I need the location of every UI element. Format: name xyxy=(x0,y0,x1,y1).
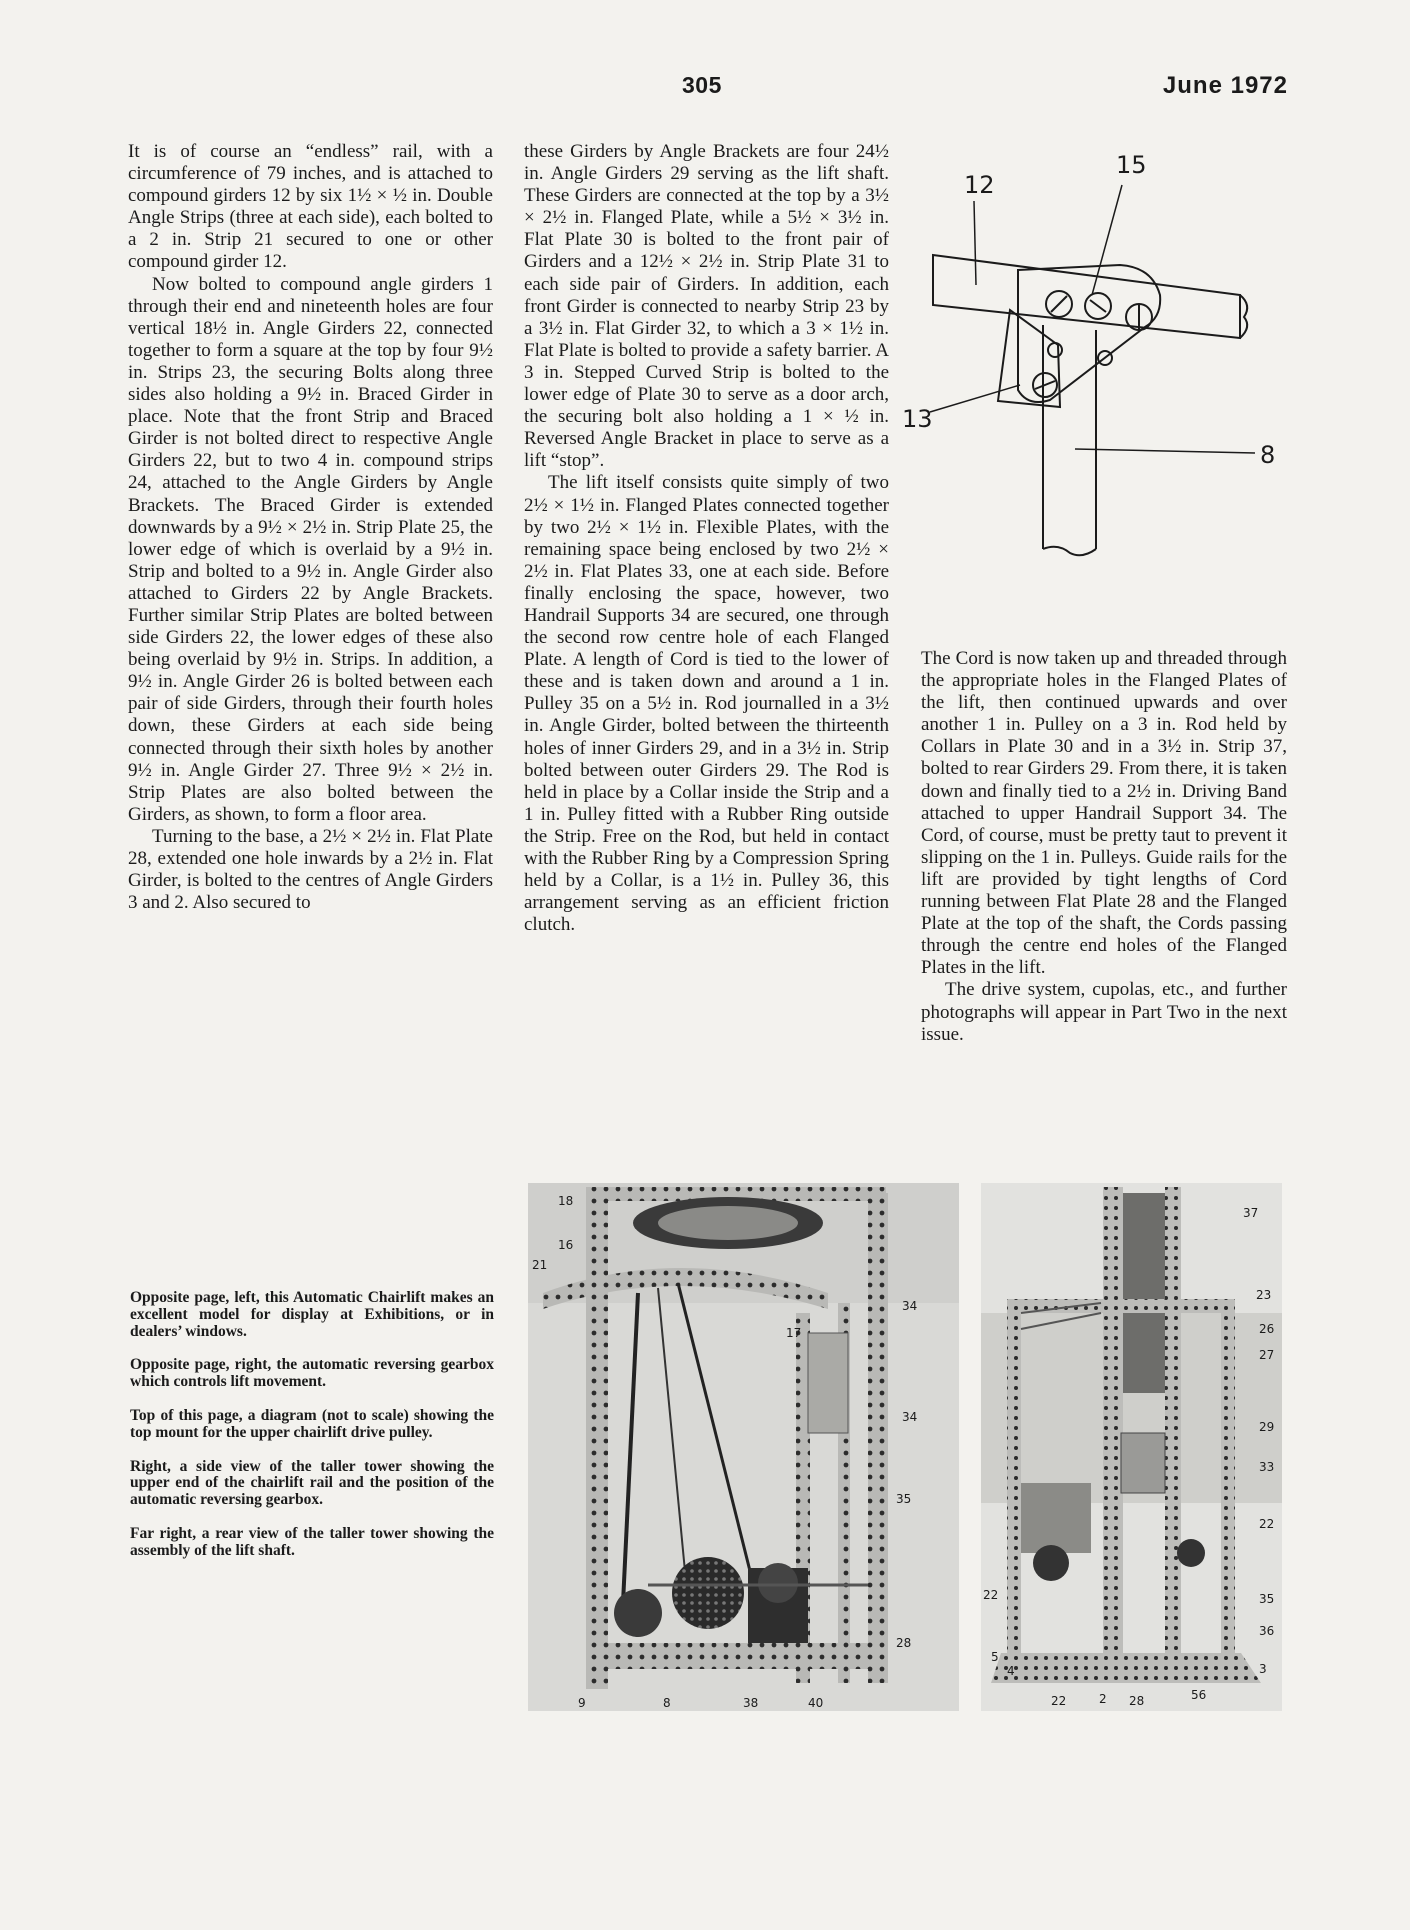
paragraph: The Cord is now taken up and threaded through the appropriate holes in the Flanged Plates of the lift, then continued upwards and over another 1 in. Pulley on a 3 in. Rod held by Collars in Plate 30 and in a 3½ in. Strip 37, bolted to rear Girders 29. From there, it is taken down and finally tied to a 2½ in. Driving Band attached to upper Handrail Support 34. The Cord, of course, must be pretty taut to prevent it slipping on the 1 in. Pulleys. Guide rails for the lift are provided by tight lengths of Cord running between Flat Plate 28 and the Flanged Plate at the top of the shaft, the Cords passing through the centre end holes of the Flanged Plates in the lift. xyxy=(921,648,1287,979)
text-column-3 xyxy=(921,648,1287,1046)
paragraph: these Girders by Angle Brackets are four 24½ in. Angle Girders 29 serving as the lift shaft. These Girders are connected at the top by a 3½ × 2½ in. Flanged Plate, while a 5½ × 3½ in. Flat Plate 30 is bolted to the front pair of Girders and a 12½ × 2½ in. Strip Plate 31 to each side pair of Girders. In addition, each front Girder is connected to nearby Strip 23 by a 3½ in. Flat Girder 32, to which a 3 × 1½ in. Flat Plate is bolted to provide a safety barrier. A 3 in. Stepped Curved Strip is bolted to the lower edge of Plate 30 to serve as a door arch, the securing bolt also holding a 1 × ½ in. Reversed Angle Bracket in place to serve as a lift “stop”. xyxy=(524,141,889,472)
photo-label: 29 xyxy=(1259,1420,1275,1434)
photo-label: 4 xyxy=(1007,1664,1015,1678)
issue-date: June 1972 xyxy=(1162,72,1288,99)
top-mount-diagram xyxy=(900,145,1300,575)
photo-label: 3 xyxy=(1259,1662,1267,1676)
photo-label: 9 xyxy=(578,1696,586,1710)
paragraph: The lift itself consists quite simply of two 2½ × 1½ in. Flanged Plates connected together by two 2½ × 1½ in. Flexible Plates, with the remaining space being enclosed by two 2½ × 2½ in. Flat Plates 33, one at each side. Before finally enclosing the space, however, two Handrail Supports 34 are secured, one through the second row centre hole of each Flanged Plate. A length of Cord is tied to the lower of these and is taken down and around a 1 in. Pulley 35 on a 5½ in. Rod journalled in a 3½ in. Angle Girder, bolted between the thirteenth holes of inner Girders 29, and in a 3½ in. Strip bolted between outer Girders 29. The Rod is held in place by a Collar inside the Strip and a 1 in. Pulley fitted with a Rubber Ring outside the Strip. Free on the Rod, but held in contact with the Rubber Ring by a Compression Spring held by a Collar, is a 1½ in. Pulley 36, this arrangement serving as an efficient friction clutch. xyxy=(524,472,889,936)
photo-label: 16 xyxy=(558,1238,574,1252)
diagram-label: 13 xyxy=(902,405,933,433)
rear-view-photo xyxy=(981,1183,1282,1711)
photo-label: 28 xyxy=(1129,1694,1145,1708)
photo-label: 36 xyxy=(1259,1624,1275,1638)
page-header xyxy=(0,72,1410,106)
text-column-2 xyxy=(524,141,889,936)
photo-label: 35 xyxy=(896,1492,912,1506)
photo-label: 37 xyxy=(1243,1206,1259,1220)
page-number: 305 xyxy=(682,72,722,98)
photo-label: 2 xyxy=(1099,1692,1107,1706)
photo-label: 34 xyxy=(902,1299,918,1313)
paragraph: The drive system, cupolas, etc., and further photographs will appear in Part Two in the next issue. xyxy=(921,979,1287,1045)
photo-label: 22 xyxy=(1259,1517,1275,1531)
photo-label: 28 xyxy=(896,1636,912,1650)
photo-label: 34 xyxy=(902,1410,918,1424)
photo-label: 26 xyxy=(1259,1322,1275,1336)
diagram-label: 8 xyxy=(1260,441,1276,469)
photo-label: 5 xyxy=(991,1650,999,1664)
caption: Opposite page, left, this Automatic Chairlift makes an excellent model for display at Exhibitions, or in dealers’ windows. xyxy=(130,1289,494,1340)
caption: Opposite page, right, the automatic reversing gearbox which controls lift movement. xyxy=(130,1356,494,1391)
caption: Right, a side view of the taller tower showing the upper end of the chairlift rail and the position of the automatic reversing gearbox. xyxy=(130,1457,494,1509)
paragraph: Turning to the base, a 2½ × 2½ in. Flat Plate 28, extended one hole inwards by a 2½ in. Flat Girder, is bolted to the centres of Angle Girders 3 and 2. Also secured to xyxy=(128,825,493,914)
photo-label: 56 xyxy=(1191,1688,1207,1702)
diagram-label: 12 xyxy=(964,171,995,199)
photo-label: 21 xyxy=(532,1258,548,1272)
photo-label: 8 xyxy=(663,1696,671,1710)
photo-label: 33 xyxy=(1259,1460,1275,1474)
photo-label: 35 xyxy=(1259,1592,1275,1606)
photo-label: 23 xyxy=(1256,1288,1272,1302)
photo-label: 38 xyxy=(743,1696,759,1710)
photo-label: 18 xyxy=(558,1194,574,1208)
text-column-1 xyxy=(128,141,493,914)
caption: Far right, a rear view of the taller tower showing the assembly of the lift shaft. xyxy=(130,1524,494,1559)
photo-label: 22 xyxy=(983,1588,999,1602)
paragraph: It is of course an “endless” rail, with a circumference of 79 inches, and is attached to compound girders 12 by six 1½ × ½ in. Double Angle Strips (three at each side), each bolted to a 2 in. Strip 21 secured to one or other compound girder 12. xyxy=(128,141,493,273)
photo-label: 22 xyxy=(1051,1694,1067,1708)
paragraph: Now bolted to compound angle girders 1 through their end and nineteenth holes are four vertical 18½ in. Angle Girders 22, connected together to form a square at the top by four 9½ in. Strips 23, the securing Bolts along three sides also holding a 9½ in. Braced Girder in place. Note that the front Strip and Braced Girder is not bolted direct to respective Angle Girders 22, but to two 4 in. compound strips 24, attached to the Angle Girders by Angle Brackets. The Braced Girder is extended downwards by a 9½ × 2½ in. Strip Plate 25, the lower edge of which is overlaid by a 9½ in. Strip and bolted to a 9½ in. Angle Girder also attached to Girders 22 by Angle Brackets. Further similar Strip Plates are bolted between side Girders 22, the lower edges of these also being overlaid by 9½ in. Strips. In addition, a 9½ in. Angle Girder 26 is bolted between each pair of side Girders, through their fourth holes down, these Girders at each side being connected through their sixth holes by another 9½ in. Angle Girder 27. Three 9½ × 2½ in. Strip Plates are also bolted between the Girders, as shown, to form a floor area. xyxy=(128,273,493,825)
side-view-photo xyxy=(528,1183,959,1711)
photo-label: 27 xyxy=(1259,1348,1275,1362)
photo-captions xyxy=(130,1290,494,1577)
caption: Top of this page, a diagram (not to scale) showing the top mount for the upper chairlift drive pulley. xyxy=(130,1406,494,1441)
photo-label: 40 xyxy=(808,1696,824,1710)
photo-label: 17 xyxy=(786,1326,802,1340)
diagram-label: 15 xyxy=(1116,151,1147,179)
